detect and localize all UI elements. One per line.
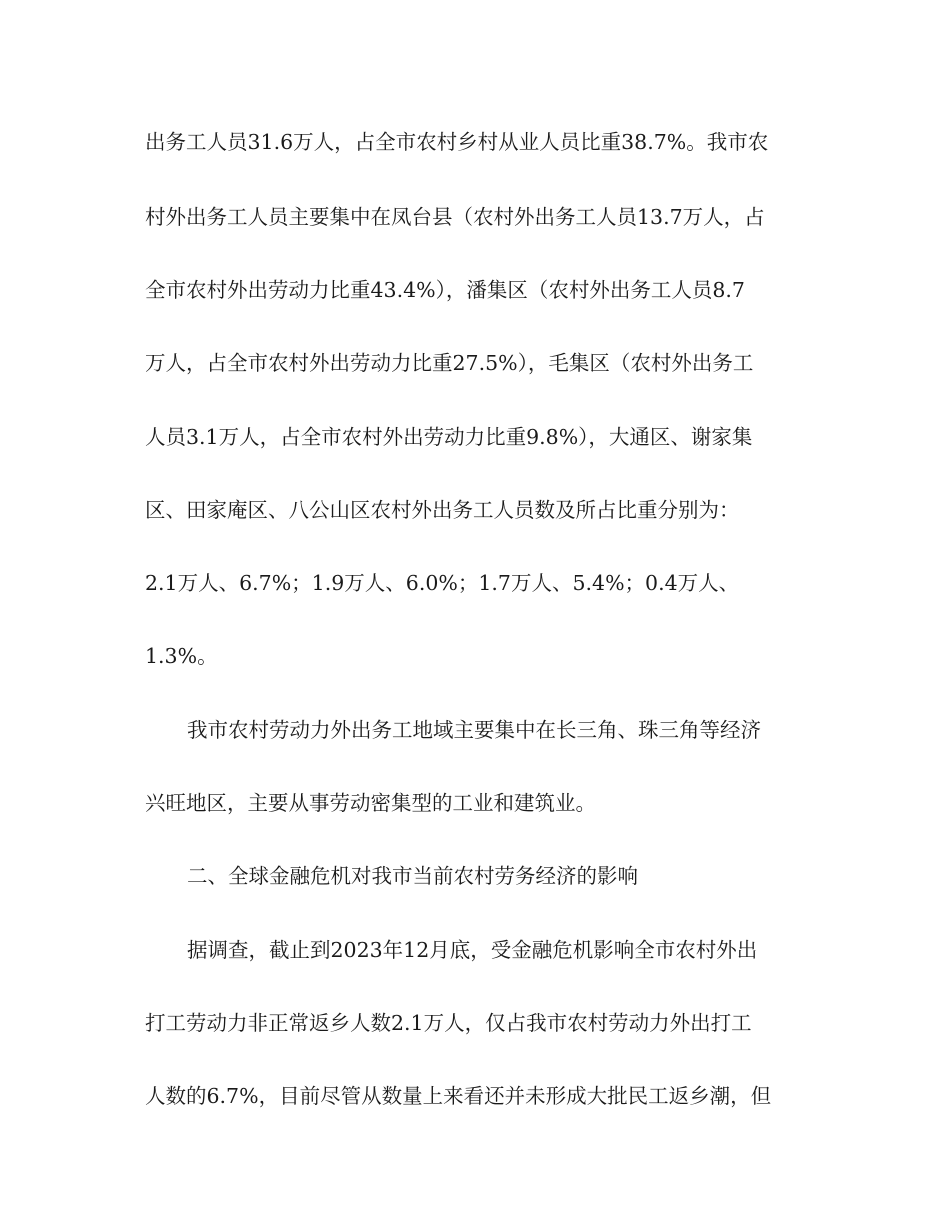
text-line: 人员3.1万人，占全市农村外出劳动力比重9.8%），大通区、谢家集 [145,425,753,449]
text-line: 全市农村外出劳动力比重43.4%），潘集区（农村外出务工人员8.7 [145,278,745,302]
text-line: 兴旺地区，主要从事劳动密集型的工业和建筑业。 [145,791,596,815]
text-line: 1.3%。 [145,644,218,668]
text-line: 万人，占全市农村外出劳动力比重27.5%），毛集区（农村外出务工 [145,351,754,375]
text-line: 区、田家庵区、八公山区农村外出务工人员数及所占比重分别为： [145,498,740,522]
text-line: 出务工人员31.6万人，占全市农村乡村从业人员比重38.7%。我市农 [145,130,769,154]
section-heading: 二、全球金融危机对我市当前农村劳务经济的影响 [187,864,638,888]
text-line: 打工劳动力非正常返乡人数2.1万人，仅占我市农村劳动力外出打工 [145,1011,752,1035]
text-line: 村外出务工人员主要集中在凤台县（农村外出务工人员13.7万人，占 [145,205,765,229]
paragraph-first-line: 我市农村劳动力外出务工地域主要集中在长三角、珠三角等经济 [187,718,761,742]
text-line: 2.1万人、6.7%；1.9万人、6.0%；1.7万人、5.4%；0.4万人、 [145,571,740,595]
paragraph-first-line: 据调查，截止到2023年12月底，受金融危机影响全市农村外出 [187,938,758,962]
text-line: 人数的6.7%，目前尽管从数量上来看还并未形成大批民工返乡潮，但 [145,1084,772,1108]
